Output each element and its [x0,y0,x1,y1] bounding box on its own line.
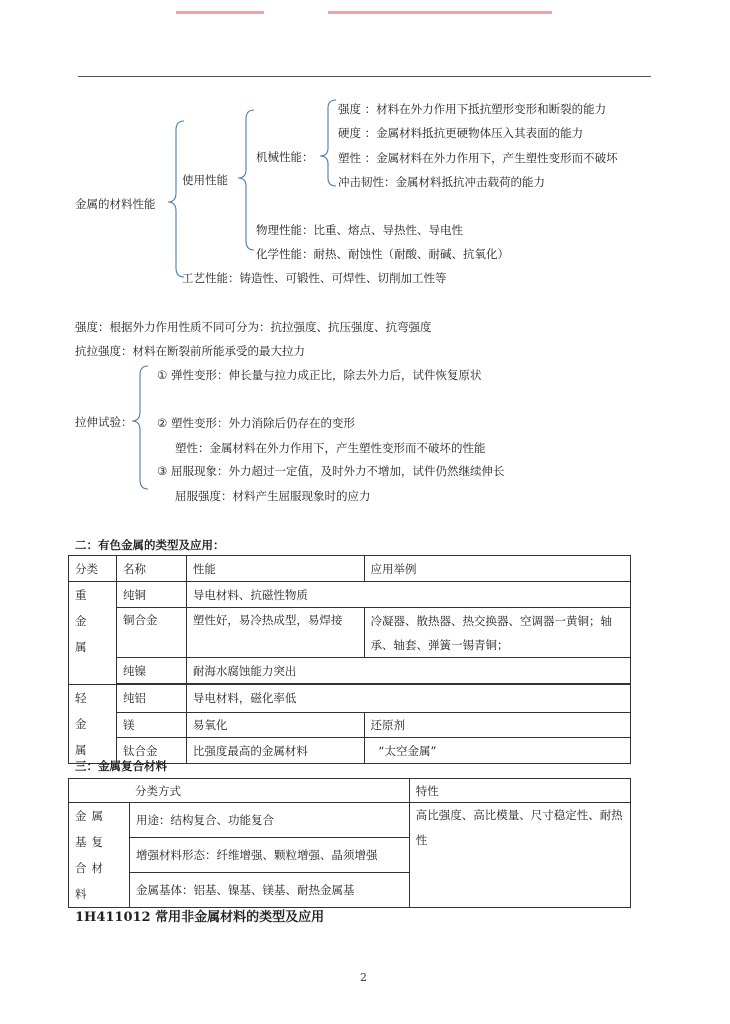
table-row [69,658,631,684]
tensile-strength-note: 抗拉强度：材料在断裂前所能承受的最大拉力 [75,344,305,358]
chemical-label: 化学性能：耐热、耐蚀性（耐酸、耐碱、抗氧化） [256,247,509,261]
header-cell: 名称 [116,556,186,582]
perf-cell: 易氧化 [186,712,364,738]
header-cell: 分类方式 [69,779,410,803]
app-cell: 冷凝器、散热器、热交换器、空调器一黄铜；轴承、轴套、弹簧一锡青铜； [364,608,630,658]
feature-cell: 高比强度、高比模量、尺寸稳定性、耐热性 [409,803,630,908]
app-cell: “太空金属” [364,738,630,764]
app-cell: 还原剂 [364,712,630,738]
perf-cell: 导电材料，磁化率低 [186,685,630,713]
tensile-test-label: 拉伸试验： [75,415,133,429]
physical-label: 物理性能：比重、熔点、导热性、导电性 [256,223,463,237]
brace-mech [320,100,336,186]
perf-cell: 塑性好，易冷热成型，易焊接 [186,608,364,658]
table-row [69,803,631,838]
brace-use [238,110,254,250]
category-light: 轻金属 [75,691,93,757]
header-cell: 性能 [186,556,364,582]
name-cell: 纯铜 [116,582,186,608]
name-cell: 纯铝 [116,685,186,713]
next-section-heading: 1H411012 常用非金属材料的类型及应用 [75,910,325,925]
process-label: 工艺性能：铸造性、可锻性、可焊性、切削加工性等 [182,271,447,285]
name-cell: 纯镍 [116,658,186,684]
perf-cell: 比强度最高的金属材料 [186,738,364,764]
test-item: 屈服强度：材料产生屈服现象时的应力 [175,489,371,503]
composite-table [68,778,631,908]
method-cell: 用途：结构复合、功能复合 [130,803,410,838]
header-cell: 特性 [409,779,630,803]
table-header-row [69,556,631,582]
name-cell: 钛合金 [116,738,186,764]
header-cell: 应用举例 [364,556,630,582]
header-cell: 分类 [69,556,117,582]
section2-title: 二：有色金属的类型及应用： [75,538,225,552]
mech-item: 强度 ：材料在外力作用下抵抗塑形变形和断裂的能力 [338,102,607,116]
table-row [69,608,631,658]
table-row [69,712,631,738]
name-cell: 铜合金 [116,608,186,658]
test-item: 塑性：金属材料在外力作用下，产生塑性变形而不破坏的性能 [175,441,486,455]
root-label: 金属的材料性能 [75,197,156,211]
perf-cell: 导电材料、抗磁性物质 [186,582,630,608]
test-item: ② 塑性变形：外力消除后仍存在的变形 [157,416,355,430]
test-item: ① 弹性变形：伸长量与拉力成正比，除去外力后，试件恢复原状 [157,368,482,382]
use-performance-label: 使用性能 [182,173,228,187]
section3-title: 三：金属复合材料 [75,759,167,773]
table-header-row [69,779,631,803]
nonferrous-table [68,555,631,764]
method-cell: 金属基体：铝基、镍基、镁基、耐热金属基 [130,873,410,908]
mech-item: 冲击韧性：金属材料抵抗冲击载荷的能力 [338,175,545,189]
mech-item: 塑性 ：金属材料在外力作用下，产生塑性变形而不破坏 [338,151,618,165]
composite-label: 金属基复合材料 [75,809,108,901]
strength-note: 强度：根据外力作用性质不同可分为：抗拉强度、抗压强度、抗弯强度 [75,320,432,334]
perf-cell: 耐海水腐蚀能力突出 [186,658,630,684]
brace-root [168,121,184,277]
name-cell: 镁 [116,712,186,738]
method-cell: 增强材料形态：纤维增强、颗粒增强、晶须增强 [130,838,410,873]
category-heavy: 重金属 [75,588,93,654]
page-number: 2 [360,971,367,984]
mech-item: 硬度 ：金属材料抵抗更硬物体压入其表面的能力 [338,126,584,140]
test-item: ③ 屈服现象：外力超过一定值，及时外力不增加，试件仍然继续伸长 [157,464,505,478]
table-row [69,685,631,713]
table-row [69,582,631,608]
mechanical-label: 机械性能： [256,150,314,164]
